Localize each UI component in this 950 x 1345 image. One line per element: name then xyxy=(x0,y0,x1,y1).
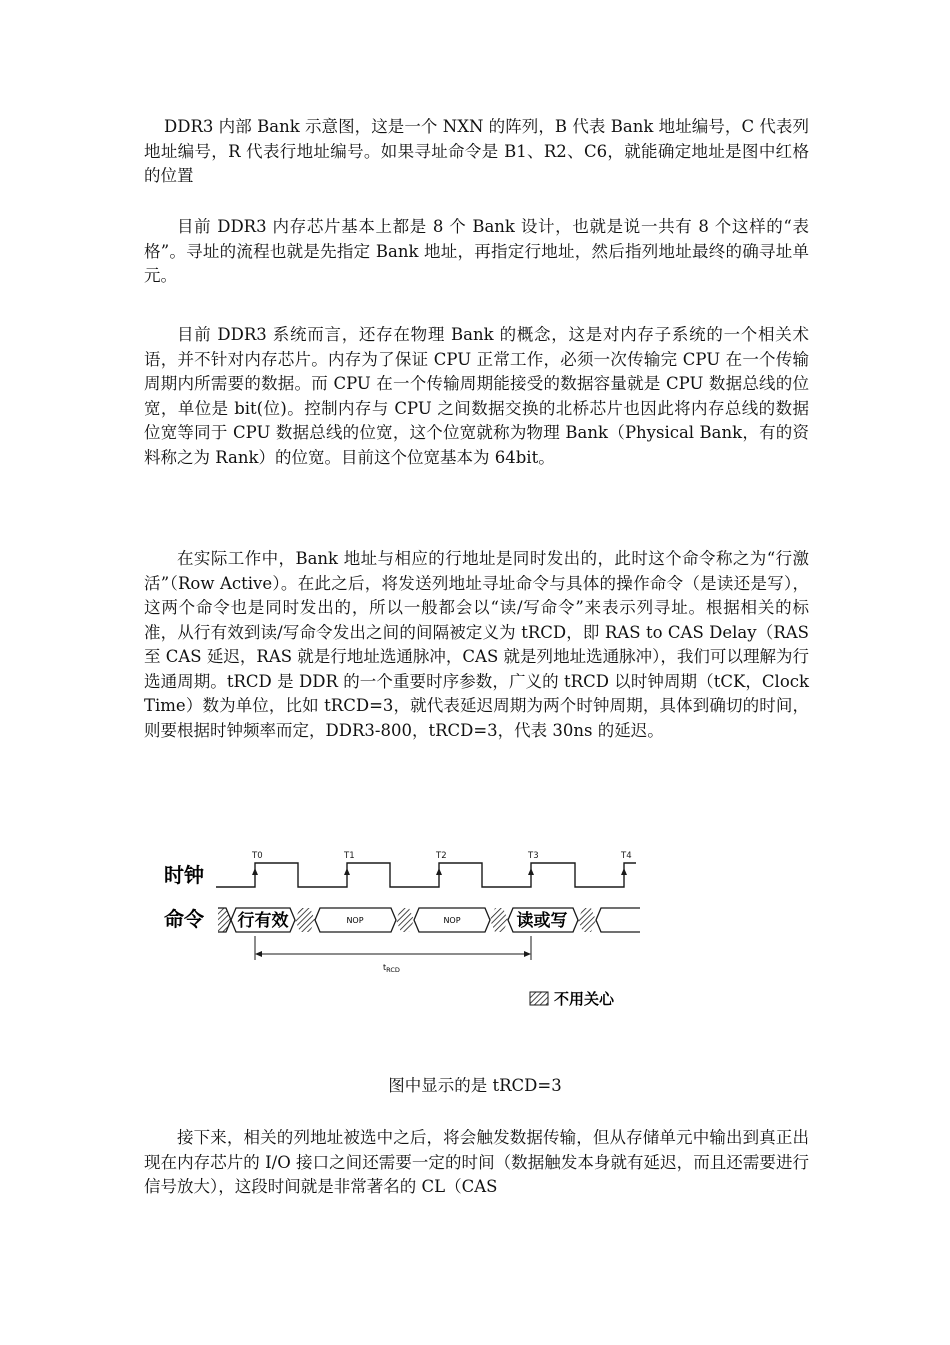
tick-label-t1: T1 xyxy=(344,851,355,861)
trcd-timing-diagram xyxy=(150,840,650,1025)
dont-care-gap-1 xyxy=(295,908,315,932)
paragraph-bank-count: 目前 DDR3 内存芯片基本上都是 8 个 Bank 设计，也就是说一共有 8 个这样的“表格”。寻址的流程也就是先指定 Bank 地址，再指定行地址，然后指列地址最终的确寻址单元。 xyxy=(144,217,809,285)
trcd-span xyxy=(255,936,531,960)
paragraph-physical-bank: 目前 DDR3 系统而言，还存在物理 Bank 的概念，这是对内存子系统的一个相关术语，并不针对内存芯片。内存为了保证 CPU 正常工作，必须一次传输完 CPU 在一个传输周期内所需要的数据。而 CPU 在一个传输周期能接受的数据容量就是 CPU 数据总线的位宽，单位是 bit(位)。控制内存与 CPU 之间数据交换的北桥芯片也因此将内存总线的数据位宽等同于 CPU 数据总线的位宽，这个位宽就称为物理 Bank（Physical Bank，有的资料称之为 Rank）的位宽。目前这个位宽基本为 64bit。 xyxy=(144,325,809,467)
bus-segment-trailing xyxy=(596,908,640,932)
figure-caption: 图中显示的是 tRCD=3 xyxy=(388,1076,562,1095)
clock-waveform xyxy=(216,863,636,887)
edge-arrow-t2 xyxy=(436,868,442,875)
dont-care-lead xyxy=(218,908,231,932)
paragraph-bank-array: DDR3 内部 Bank 示意图，这是一个 NXN 的阵列，B 代表 Bank 地址编号，C 代表列地址编号，R 代表行地址编号。如果寻址命令是 B1、R2、C6，就能确定地址是图中红格的位置 xyxy=(144,117,809,185)
paragraph-trcd: 在实际工作中，Bank 地址与相应的行地址是同时发出的，此时这个命令称之为“行激活”（Row Active）。在此之后，将发送列地址寻址命令与具体的操作命令（是读还是写），这两个命令也是同时发出的，所以一般都会以“读/写命令”来表示列寻址。根据相关的标准，从行有效到读/写命令发出之间的间隔被定义为 tRCD，即 RAS to CAS Delay（RAS 至 CAS 延迟，RAS 就是行地址选通脉冲，CAS 就是列地址选通脉冲），我们可以理解为行选通周期。tRCD 是 DDR 的一个重要时序参数，广义的 tRCD 以时钟周期（tCK，Clock Time）数为单位，比如 tRCD=3，就代表延迟周期为两个时钟周期，具体到确切的时间，则要根据时钟频率而定，DDR3-800，tRCD=3，代表 30ns 的延迟。 xyxy=(144,549,809,740)
edge-arrow-t4 xyxy=(621,868,627,875)
paragraph-cas-latency: 接下来，相关的列地址被选中之后，将会触发数据传输，但从存储单元中输出到真正出现在内存芯片的 I/O 接口之间还需要一定的时间（数据触发本身就有延迟，而且还需要进行信号放大），这段时间就是非常著名的 CL（CAS xyxy=(144,1128,809,1196)
command-nop-1: NOP xyxy=(346,916,364,925)
edge-arrow-t3 xyxy=(528,868,534,875)
command-label: 命令 xyxy=(164,907,204,931)
dont-care-gap-2 xyxy=(396,908,414,932)
command-row-active: 行有效 xyxy=(237,911,289,931)
dont-care-gap-4 xyxy=(578,908,596,932)
tick-label-t3: T3 xyxy=(528,851,539,861)
tick-label-t2: T2 xyxy=(436,851,447,861)
dont-care-gap-3 xyxy=(490,908,508,932)
dont-care-legend-swatch xyxy=(530,992,548,1005)
command-nop-2: NOP xyxy=(443,916,461,925)
edge-arrow-t0 xyxy=(252,868,258,875)
clock-label: 时钟 xyxy=(164,863,204,887)
tick-label-t4: T4 xyxy=(621,851,632,861)
dont-care-legend-label: 不用关心 xyxy=(554,990,615,1008)
tick-label-t0: T0 xyxy=(252,851,263,861)
command-read-write: 读或写 xyxy=(516,911,568,931)
trcd-label: $t_{RCD}$ xyxy=(383,963,400,974)
edge-arrow-t1 xyxy=(344,868,350,875)
